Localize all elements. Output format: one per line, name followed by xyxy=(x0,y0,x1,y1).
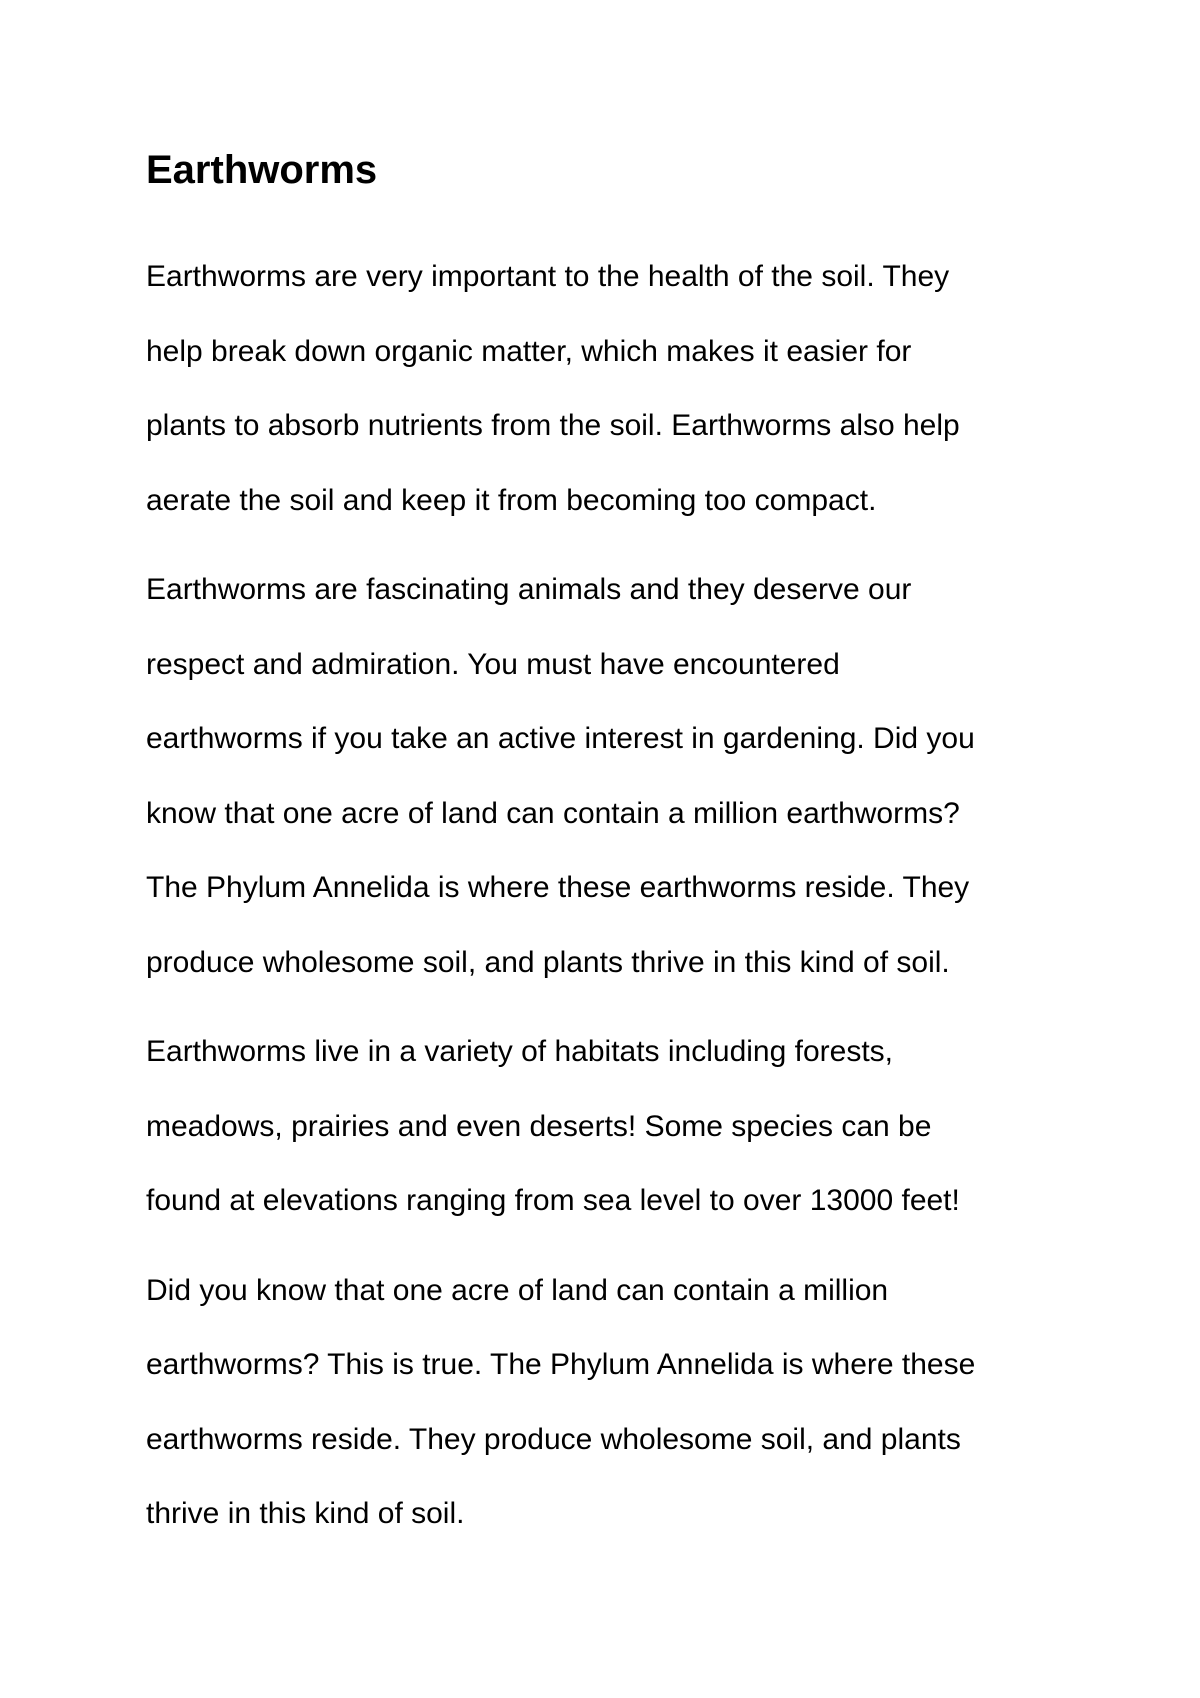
paragraph-line: earthworms reside. They produce wholesome soil, and plants xyxy=(146,1422,961,1456)
paragraph-1 xyxy=(146,240,1076,538)
paragraph-line: produce wholesome soil, and plants thrive in this kind of soil. xyxy=(146,945,950,979)
paragraph-line: plants to absorb nutrients from the soil. Earthworms also help xyxy=(146,409,960,442)
paragraph-3 xyxy=(146,1015,1076,1239)
paragraph-4 xyxy=(146,1254,1076,1552)
paragraph-line: Earthworms live in a variety of habitats including forests, xyxy=(146,1035,893,1068)
paragraph-line: earthworms? This is true. The Phylum Annelida is where these xyxy=(146,1348,976,1381)
paragraph-line: thrive in this kind of soil. xyxy=(146,1497,465,1530)
document-title: Earthworms xyxy=(146,148,378,192)
paragraph-line: found at elevations ranging from sea level to over 13000 feet! xyxy=(146,1184,960,1217)
paragraph-line: Earthworms are fascinating animals and they deserve our xyxy=(146,573,912,606)
paragraph-line: aerate the soil and keep it from becoming too compact. xyxy=(146,483,877,517)
paragraph-line: meadows, prairies and even deserts! Some species can be xyxy=(146,1109,932,1143)
paragraph-line: The Phylum Annelida is where these earthworms reside. They xyxy=(146,871,970,904)
paragraph-line: earthworms if you take an active interest in gardening. Did you xyxy=(146,722,975,755)
paragraph-line: Earthworms are very important to the health of the soil. They xyxy=(146,260,950,293)
paragraph-line: help break down organic matter, which makes it easier for xyxy=(146,334,912,368)
paragraph-line: know that one acre of land can contain a million earthworms? xyxy=(146,796,960,830)
document-body xyxy=(146,140,1076,1552)
paragraph-line: respect and admiration. You must have encountered xyxy=(146,647,840,681)
paragraph-line: Did you know that one acre of land can contain a million xyxy=(146,1273,889,1307)
paragraph-2 xyxy=(146,553,1076,1000)
